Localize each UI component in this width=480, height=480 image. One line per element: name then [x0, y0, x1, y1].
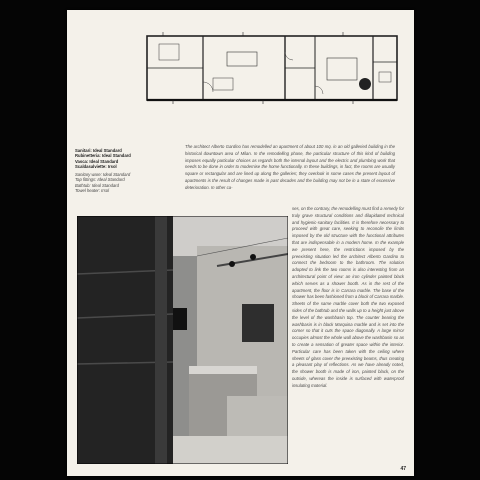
article-column-paragraph: ses, on the contrary, the remodelling must find a remedy for truly grave structural conditions and dilapidated technical and hygienic-sanitary facilities. It is therefore necessary to proceed with great care, seeking to reconcile the limits imposed by the old structure with the functional attributes that are indispensable in a modern home. In the example we present here, the restrictions imposed by the preexisting situation led the architect Alberto Gardino to connect the bedroom to the bathroom. The solution adopted to link the two rooms is also interesting from an architectural point of view: an iron cylinder painted black which serves as a shower booth. As in the rest of the apartment, the floor is in Carrara marble. The base of the shower has been fashioned from a block of Carrara marble. Sheets of the same marble cover both the two exposed sides of the bathtub and the walls up to a height just above the level of the washbasin top. The counter bearing the washbasin is in black Marquina marble and is set into the corner so that it cuts the space diagonally. A large mirror occupies almost the whole wall above the washbasin so as to create a sensation of greater space within the interior. Particular care has been taken with the ceiling where sheets of glass cover the preexisting beams, thus creating a pleasant play of reflections. As we have already noted, the shower booth is made of iron, painted black, on the outside, whereas the inside is surfaced with waterproof insulating material.	[292, 206, 404, 388]
credit-translation: Sanitary ware: Ideal Standard	[75, 172, 131, 178]
credit-line: Rubinetteria: Ideal Standard	[75, 153, 131, 159]
page-number: 47	[400, 466, 406, 472]
floor-plan-drawing	[143, 32, 401, 104]
product-credits	[75, 148, 179, 193]
article-intro-paragraph: The architect Alberto Gardino has remodelled an apartment of about 100 mq. in an old galleried building in the historical downtown area of Milan. In the remodelling phase, the particular structure of this kind of building imposes equally particular choices as regards both the internal layout and the electric and plumbing work that needs to be done in order to modernise the home functionally. In these buildings, in fact, the rooms are usually square or rectangular and are lined up along the galleries; they overlook in some cases the present layout of apartments is the result of changes made in past decades and the building may not be in a state of excessive deterioration. In other ca-	[185, 144, 395, 190]
credit-translation: Bathtub: Ideal Standard	[75, 182, 120, 188]
credit-line: Vasca: Ideal Standard	[75, 158, 119, 164]
credit-line: Scaldasalviette: Irsol	[75, 163, 117, 169]
credits-italian	[75, 148, 179, 169]
article-intro	[185, 144, 395, 192]
credits-english	[75, 172, 179, 193]
bathroom-photo	[77, 216, 288, 464]
magazine-page	[67, 10, 414, 476]
credit-translation: Towel heater: Irsol	[75, 188, 110, 194]
credit-translation: Tap fittings: Ideal Standard	[75, 177, 125, 183]
article-column	[292, 206, 404, 390]
credit-line: Sanitari: Ideal Standard	[75, 148, 122, 153]
